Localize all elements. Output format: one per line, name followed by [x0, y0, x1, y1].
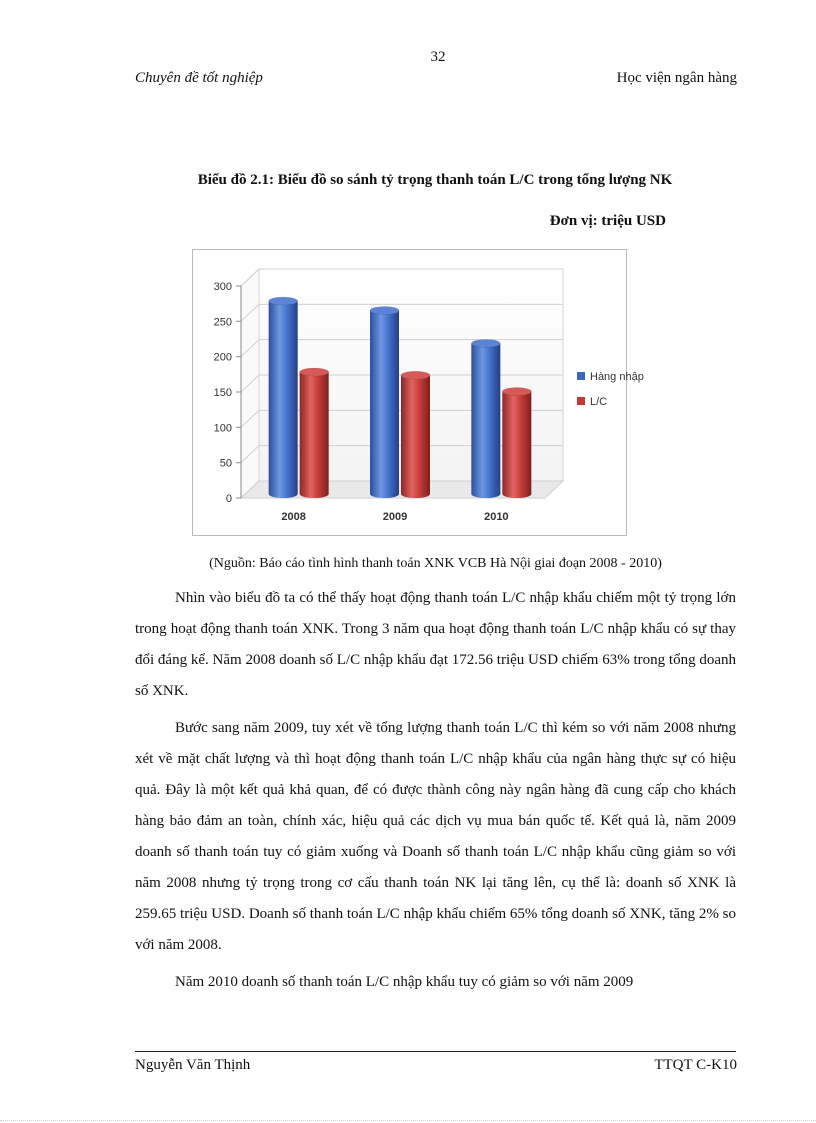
footer-author: Nguyễn Văn Thịnh: [135, 1057, 251, 1073]
chart-unit-label: Đơn vị: triệu USD: [549, 213, 666, 229]
chart-x-tick-label: 2010: [484, 511, 509, 523]
chart-bar: [471, 339, 500, 498]
chart-bar: [370, 307, 399, 498]
chart-bar-top: [502, 388, 531, 396]
chart-bar: [502, 388, 531, 498]
bar-chart: [193, 250, 644, 535]
chart-y-tick-label: 150: [213, 387, 232, 399]
chart-x-tick-label: 2008: [281, 511, 306, 523]
chart-y-tick-label: 100: [213, 422, 232, 435]
header-institution: Học viện ngân hàng: [616, 70, 737, 86]
chart-bar: [300, 368, 329, 498]
chart-bar-top: [401, 371, 430, 379]
chart-legend-label: Hàng nhập: [590, 371, 644, 383]
chart-bar-top: [269, 297, 298, 305]
body-text: [135, 583, 736, 1004]
chart-y-tick-label: 250: [213, 316, 232, 329]
chart-frame: [192, 249, 644, 536]
chart-bar: [401, 371, 430, 498]
chart-legend-swatch: [577, 397, 585, 405]
chart-bar-body: [401, 375, 430, 498]
chart-bar-body: [300, 372, 329, 498]
chart-bar-top: [370, 307, 399, 315]
chart-bar-body: [502, 392, 531, 498]
chart-source-note: (Nguồn: Báo cáo tình hình thanh toán XNK VCB Hà Nội giai đoạn 2008 - 2010): [209, 556, 662, 571]
paragraph-2: Bước sang năm 2009, tuy xét về tổng lượng thanh toán L/C thì kém so với năm 2008 nhưng xét về mặt chất lượng và thì hoạt động thanh toán L/C nhập khẩu của ngân hàng thực sự có hiệu quả. Đây là một kết quả khả quan, để có được thành công này ngân hàng đã cung cấp cho khách hàng bảo đảm an toàn, chính xác, hiệu quả các dịch vụ mua bán quốc tế. Kết quả là, năm 2009 doanh số thanh toán tuy có giảm xuống và Doanh số thanh toán L/C nhập khẩu cũng giảm so với năm 2008 nhưng tỷ trọng trong cơ cấu thanh toán NK lại tăng lên, cụ thể là: doanh số XNK là 259.65 triệu USD. Doanh số thanh toán L/C nhập khẩu chiếm 65% tổng doanh số XNK, tăng 2% so với năm 2008.: [135, 720, 736, 953]
chart-bar-top: [471, 339, 500, 347]
page-number: 32: [430, 49, 446, 65]
chart-x-tick-label: 2009: [382, 511, 408, 523]
chart-legend-label: L/C: [590, 396, 608, 408]
chart-bar-body: [370, 311, 399, 498]
chart-y-tick-label: 50: [219, 457, 232, 470]
chart-bar-top: [300, 368, 329, 376]
footer-divider: [135, 1051, 736, 1052]
chart-y-tick-label: 300: [213, 281, 232, 293]
chart-bar-body: [269, 301, 298, 498]
header-document-type: Chuyên đề tốt nghiệp: [135, 70, 263, 86]
page-bottom-border: [0, 1120, 816, 1121]
paragraph-1: Nhìn vào biểu đồ ta có thể thấy hoạt động thanh toán L/C nhập khẩu chiếm một tỷ trọng lớn trong hoạt động thanh toán XNK. Trong 3 năm qua hoạt động thanh toán L/C nhập khẩu có sự thay đổi đáng kể. Năm 2008 doanh số L/C nhập khẩu đạt 172.56 triệu USD chiếm 63% trong tổng doanh số XNK.: [135, 590, 736, 699]
paragraph-3: Năm 2010 doanh số thanh toán L/C nhập khẩu tuy có giảm so với năm 2009: [175, 974, 634, 990]
chart-legend-swatch: [577, 372, 585, 380]
chart-y-tick-label: 0: [225, 493, 232, 505]
chart-caption-title: Biểu đồ 2.1: Biểu đồ so sánh tỷ trọng thanh toán L/C trong tổng lượng NK: [197, 172, 673, 188]
chart-bar: [269, 297, 298, 498]
chart-y-tick-label: 200: [213, 351, 232, 364]
chart-bar-body: [471, 343, 500, 498]
footer-class: TTQT C-K10: [654, 1057, 737, 1073]
